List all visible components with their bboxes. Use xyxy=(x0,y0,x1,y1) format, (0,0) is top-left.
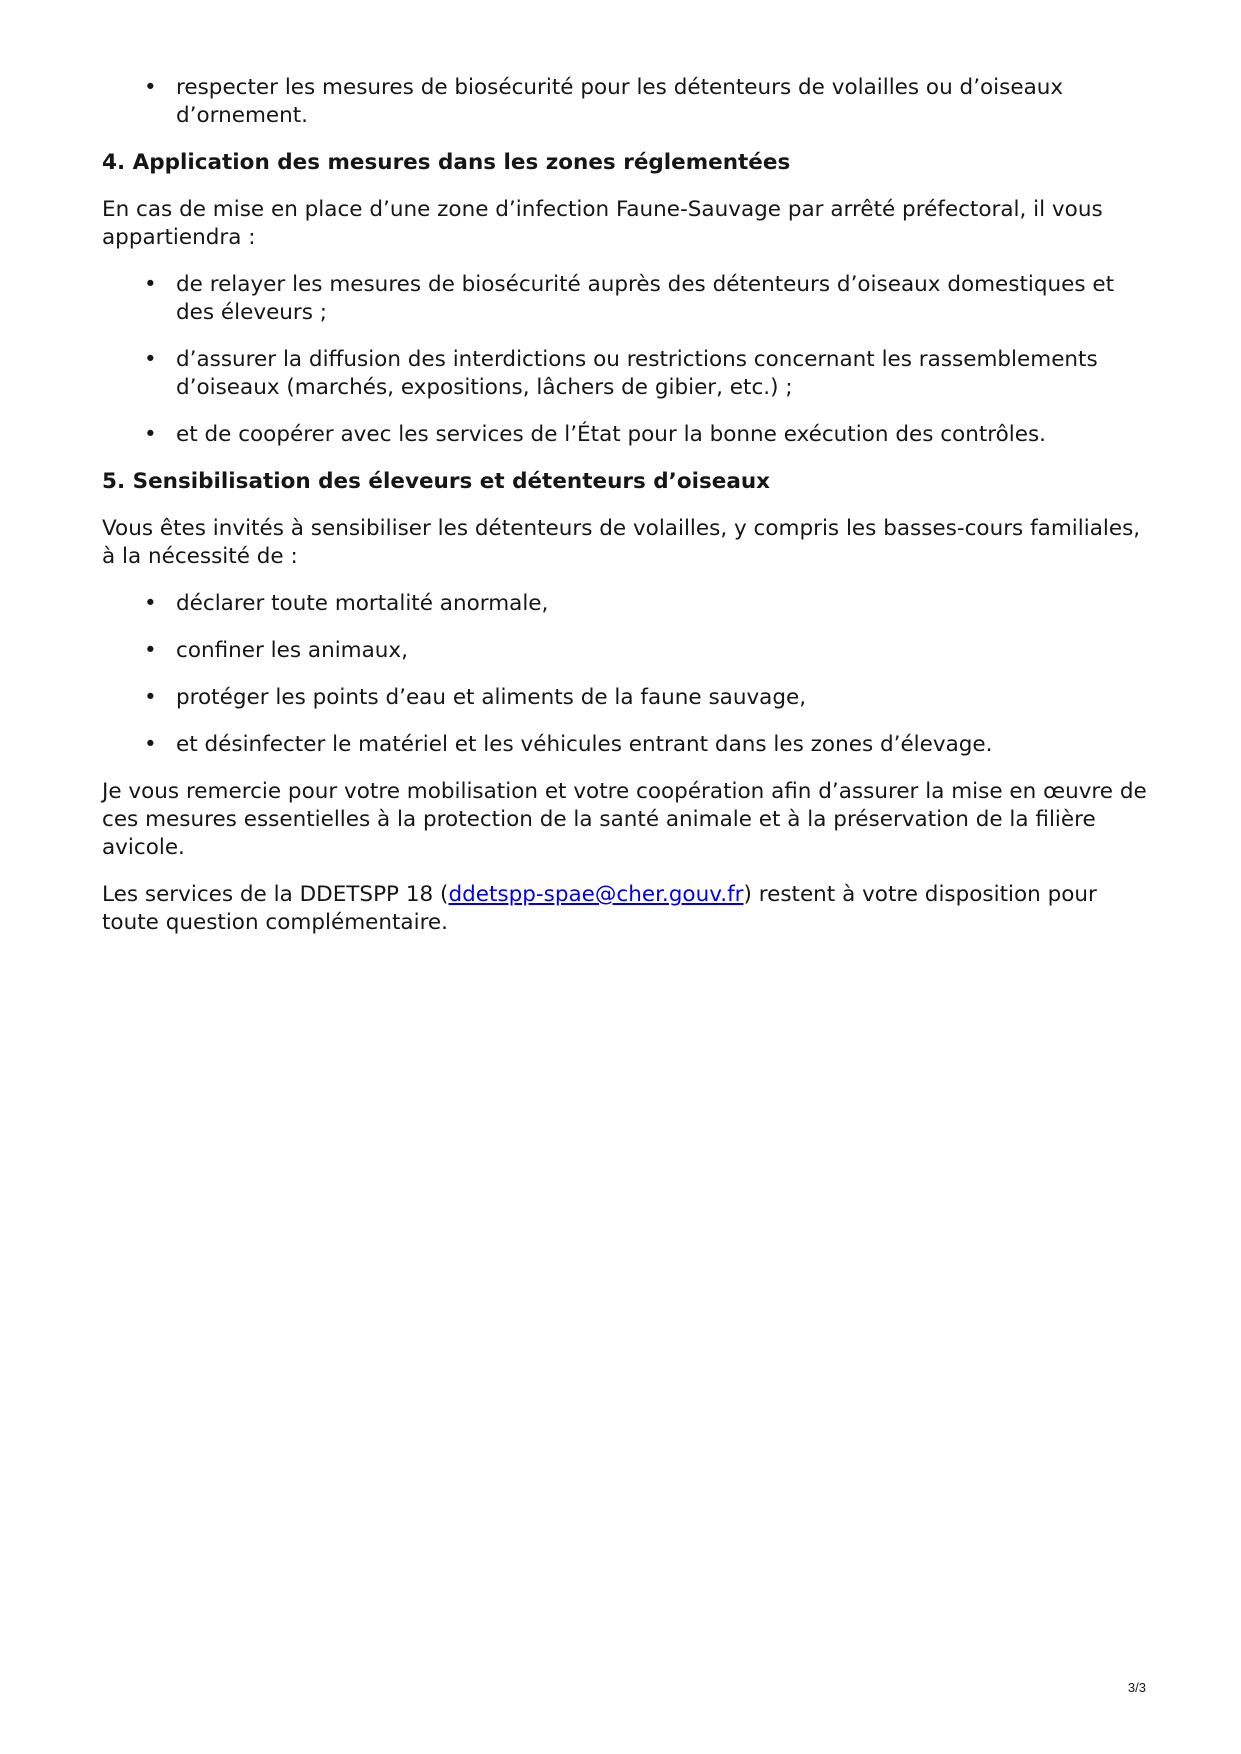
page-number: 3/3 xyxy=(1127,1680,1146,1695)
list-item: • protéger les points d’eau et aliments de la faune sauvage, xyxy=(144,684,1152,712)
list-item: • et de coopérer avec les services de l’État pour la bonne exécution des contrôles. xyxy=(144,421,1152,449)
email-link[interactable]: ddetspp-spae@cher.gouv.fr xyxy=(448,882,744,907)
section-5-heading: 5. Sensibilisation des éleveurs et détenteurs d’oiseaux xyxy=(102,469,771,494)
list-item: • respecter les mesures de biosécurité pour les détenteurs de volailles ou d’oiseaux d’ornement. xyxy=(144,74,1152,130)
section-4-intro: En cas de mise en place d’une zone d’infection Faune-Sauvage par arrêté préfectoral, il vous appartiendra : xyxy=(102,197,1103,250)
section-4-list xyxy=(102,271,1152,449)
contact-text-after: ) restent à votre disposition pour toute question complémentaire. xyxy=(102,882,1097,935)
section-5-list xyxy=(102,590,1152,759)
list-item: • de relayer les mesures de biosécurité auprès des détenteurs d’oiseaux domestiques et des éleveurs ; xyxy=(144,271,1152,327)
document-page xyxy=(102,74,1152,956)
section-4-heading: 4. Application des mesures dans les zones réglementées xyxy=(102,150,791,175)
list-item: • et désinfecter le matériel et les véhicules entrant dans les zones d’élevage. xyxy=(144,731,1152,759)
list-item: • d’assurer la diffusion des interdictions ou restrictions concernant les rassemblements d’oiseaux (marchés, expositions, lâchers de gibier, etc.) ; xyxy=(144,346,1152,402)
intro-bullet-list xyxy=(102,74,1152,130)
list-item: • déclarer toute mortalité anormale, xyxy=(144,590,1152,618)
contact-paragraph xyxy=(102,881,1152,937)
contact-text-before: Les services de la DDETSPP 18 ( xyxy=(102,882,449,907)
list-item: • confiner les animaux, xyxy=(144,637,1152,665)
closing-paragraph: Je vous remercie pour votre mobilisation et votre coopération afin d’assurer la mise en œuvre de ces mesures essentielles à la protection de la santé animale et à la préservation de la filière avicole. xyxy=(102,779,1147,860)
section-5-intro: Vous êtes invités à sensibiliser les détenteurs de volailles, y compris les basses-cours familiales, à la nécessité de : xyxy=(102,516,1141,569)
